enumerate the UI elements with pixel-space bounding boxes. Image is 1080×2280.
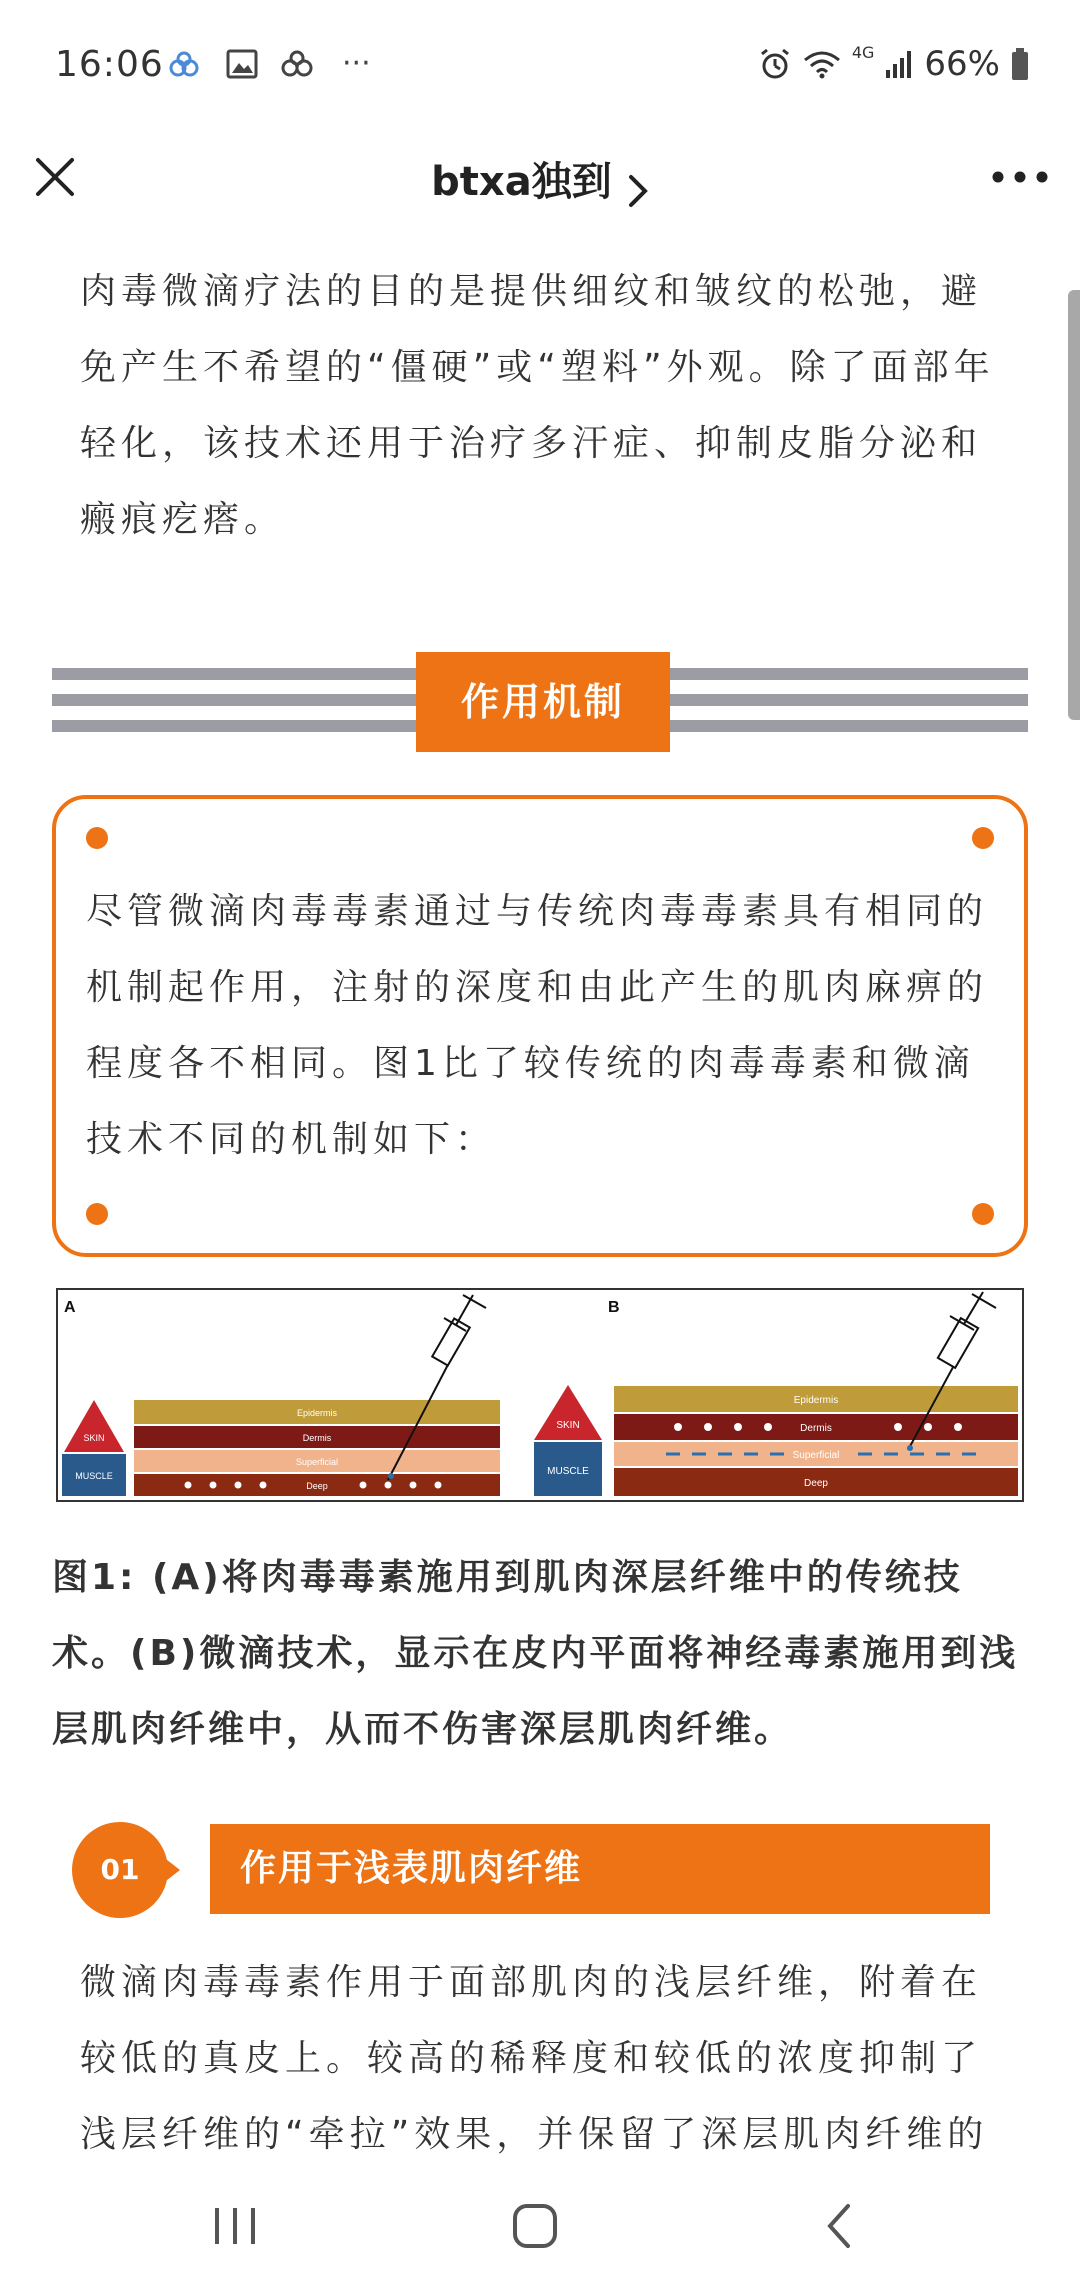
- injection-tip: [907, 1445, 913, 1451]
- image-icon: [226, 49, 258, 79]
- figure-label-a: A: [64, 1299, 76, 1316]
- status-time: 16:06: [55, 44, 164, 85]
- chevron-right-icon: [627, 173, 649, 209]
- injection-tip: [388, 1473, 394, 1479]
- corner-dot: [86, 827, 108, 849]
- link-icon: [280, 49, 314, 79]
- figure-label-b: B: [608, 1299, 620, 1316]
- network-type-label: 4G: [851, 42, 875, 62]
- layer-dermis-label: Dermis: [302, 1433, 332, 1443]
- corner-dot: [972, 827, 994, 849]
- article-paragraph: 微滴肉毒毒素作用于面部肌肉的浅层纤维，附着在较低的真皮上。较高的稀释度和较低的浓度抑制了浅层纤维的“牵拉”效果，并保留了深层肌肉纤维的: [80, 1962, 989, 2155]
- heading-number-badge: 01: [72, 1822, 168, 1918]
- alarm-icon: [758, 47, 792, 81]
- status-bar: [0, 0, 1080, 135]
- battery-percent: 66%: [924, 44, 1000, 84]
- page-title: btxa独到: [431, 159, 612, 205]
- status-more-dots: ···: [342, 46, 371, 81]
- scrollbar[interactable]: [1068, 290, 1080, 720]
- figure-image: [56, 1288, 1024, 1502]
- more-options-icon[interactable]: [990, 165, 1050, 189]
- layer-deep-label: Deep: [306, 1481, 328, 1491]
- muscle-label: MUSCLE: [547, 1466, 589, 1477]
- article-paragraph: 肉毒微滴疗法的目的是提供细纹和皱纹的松弛，避免产生不希望的“僵硬”或“塑料”外观。除了面部年轻化，该技术还用于治疗多汗症、抑制皮脂分泌和瘢痕疙瘩。: [80, 271, 995, 540]
- section-title: 作用机制: [416, 652, 670, 752]
- battery-icon: [1010, 47, 1030, 81]
- layer-deep-label: Deep: [804, 1478, 828, 1489]
- recent-apps-icon[interactable]: [205, 2198, 265, 2254]
- muscle-label: MUSCLE: [75, 1471, 113, 1481]
- cloud-icon: [168, 50, 204, 78]
- wifi-icon: [802, 48, 842, 80]
- page-title-link[interactable]: [0, 150, 1080, 209]
- layer-epidermis-label: Epidermis: [793, 1395, 839, 1406]
- highlight-box: [52, 795, 1028, 1257]
- layer-dermis-label: Dermis: [800, 1423, 832, 1434]
- navigation-bar: [0, 2170, 1080, 2280]
- back-icon[interactable]: [810, 2198, 870, 2254]
- layer-epidermis-label: Epidermis: [296, 1408, 338, 1418]
- skin-label: SKIN: [556, 1420, 580, 1431]
- home-icon[interactable]: [505, 2198, 565, 2254]
- signal-icon: [884, 48, 914, 80]
- heading-title: 作用于浅表肌肉纤维: [210, 1824, 990, 1914]
- skin-triangle: [534, 1385, 602, 1440]
- skin-triangle: [64, 1400, 124, 1452]
- highlight-box-text: 尽管微滴肉毒毒素通过与传统肉毒毒素具有相同的机制起作用，注射的深度和由此产生的肌肉麻痹的程度各不相同。图1比了较传统的肉毒毒素和微滴技术不同的机制如下：: [86, 891, 989, 1160]
- layer-superficial-label: Superficial: [295, 1457, 339, 1467]
- section-header: [52, 650, 1028, 755]
- corner-dot: [86, 1203, 108, 1225]
- numbered-heading: [72, 1822, 992, 1918]
- badge-pointer: [162, 1856, 180, 1884]
- figure-caption: 图1: (A)将肉毒毒素施用到肌肉深层纤维中的传统技术。(B)微滴技术，显示在皮内平面将神经毒素施用到浅层肌肉纤维中，从而不伤害深层肌肉纤维。: [52, 1557, 1019, 1750]
- status-notification-icons: [168, 46, 371, 81]
- skin-label: SKIN: [83, 1433, 105, 1443]
- layer-superficial-label: Superficial: [792, 1450, 840, 1461]
- status-system-icons: [758, 44, 1030, 84]
- corner-dot: [972, 1203, 994, 1225]
- header-bar: [0, 130, 1080, 240]
